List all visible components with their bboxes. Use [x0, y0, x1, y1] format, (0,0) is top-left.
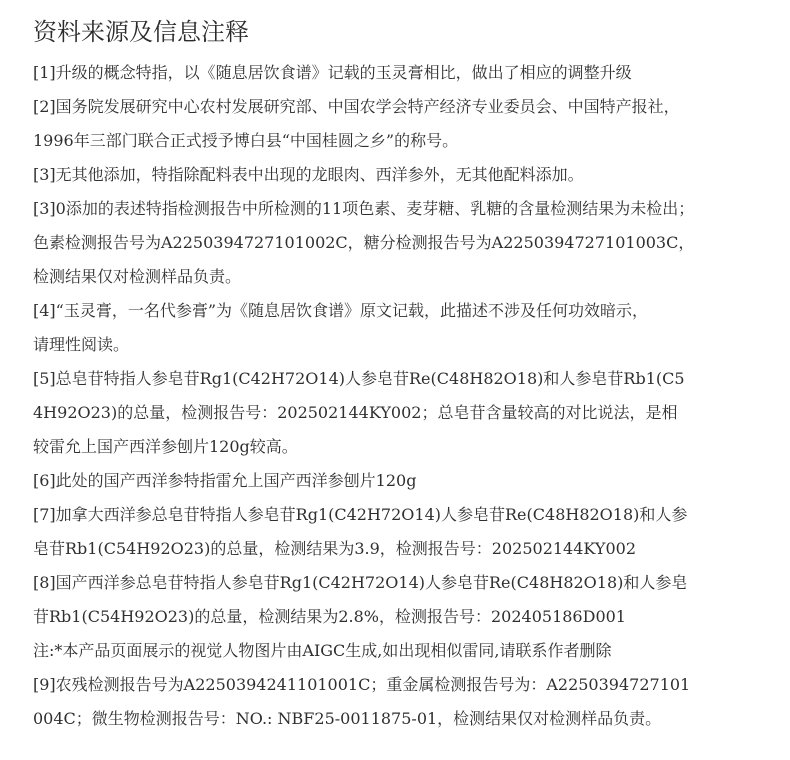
note-item [33, 294, 768, 362]
note-line: [3]0添加的表述特指检测报告中所检测的11项色素、麦芽糖、乳糖的含量检测结果为未检出； [33, 199, 695, 218]
note-line: [9]农残检测报告号为A2250394241101001C；重金属检测报告号为：A2250394727101 [33, 675, 691, 694]
note-item [33, 566, 768, 634]
note-line: 1996年三部门联合正式授予博白县“中国桂圆之乡”的称号。 [33, 131, 459, 150]
note-line: [4]“玉灵膏，一名代参膏”为《随息居饮食谱》原文记载，此描述不涉及任何功效暗示， [33, 301, 649, 320]
note-line: [5]总皂苷特指人参皂苷Rg1(C42H72O14)人参皂苷Re(C48H82O18)和人参皂苷Rb1(C5 [33, 369, 685, 388]
page-title: 资料来源及信息注释 [33, 18, 249, 46]
note-item [33, 464, 768, 498]
note-line: 004C；微生物检测报告号：NO.: NBF25-0011875-01，检测结果仅对检测样品负责。 [33, 709, 662, 728]
note-line: 请理性阅读。 [33, 335, 130, 354]
note-line: 注:*本产品页面展示的视觉人物图片由AIGC生成,如出现相似雷同,请联系作者删除 [33, 641, 612, 660]
note-line: 皂苷Rb1(C54H92O23)的总量，检测结果为3.9，检测报告号：202502144KY002 [33, 539, 637, 558]
note-item [33, 90, 768, 158]
notes-list [33, 56, 768, 736]
note-line: 色素检测报告号为A2250394727101002C，糖分检测报告号为A2250394727101003C， [33, 233, 695, 252]
note-item [33, 668, 768, 736]
note-item [33, 498, 768, 566]
note-item [33, 362, 768, 464]
note-line: [1]升级的概念特指，以《随息居饮食谱》记载的玉灵膏相比，做出了相应的调整升级 [33, 63, 632, 82]
note-item [33, 158, 768, 192]
note-line: 较雷允上国产西洋参刨片120g较高。 [33, 437, 298, 456]
note-item [33, 192, 768, 294]
note-line: [6]此处的国产西洋参特指雷允上国产西洋参刨片120g [33, 471, 417, 490]
note-line: [3]无其他添加，特指除配料表中出现的龙眼肉、西洋参外，无其他配料添加。 [33, 165, 584, 184]
note-line: [2]国务院发展研究中心农村发展研究部、中国农学会特产经济专业委员会、中国特产报社， [33, 97, 680, 116]
note-line: [7]加拿大西洋参总皂苷特指人参皂苷Rg1(C42H72O14)人参皂苷Re(C48H82O18)和人参 [33, 505, 688, 524]
note-line: 苷Rb1(C54H92O23)的总量，检测结果为2.8%，检测报告号：202405186D001 [33, 607, 626, 626]
note-line: 检测结果仅对检测样品负责。 [33, 267, 242, 286]
note-item [33, 56, 768, 90]
note-item [33, 634, 768, 668]
note-line: [8]国产西洋参总皂苷特指人参皂苷Rg1(C42H72O14)人参皂苷Re(C48H82O18)和人参皂 [33, 573, 688, 592]
note-line: 4H92O23)的总量，检测报告号：202502144KY002；总皂苷含量较高的对比说法，是相 [33, 403, 678, 422]
